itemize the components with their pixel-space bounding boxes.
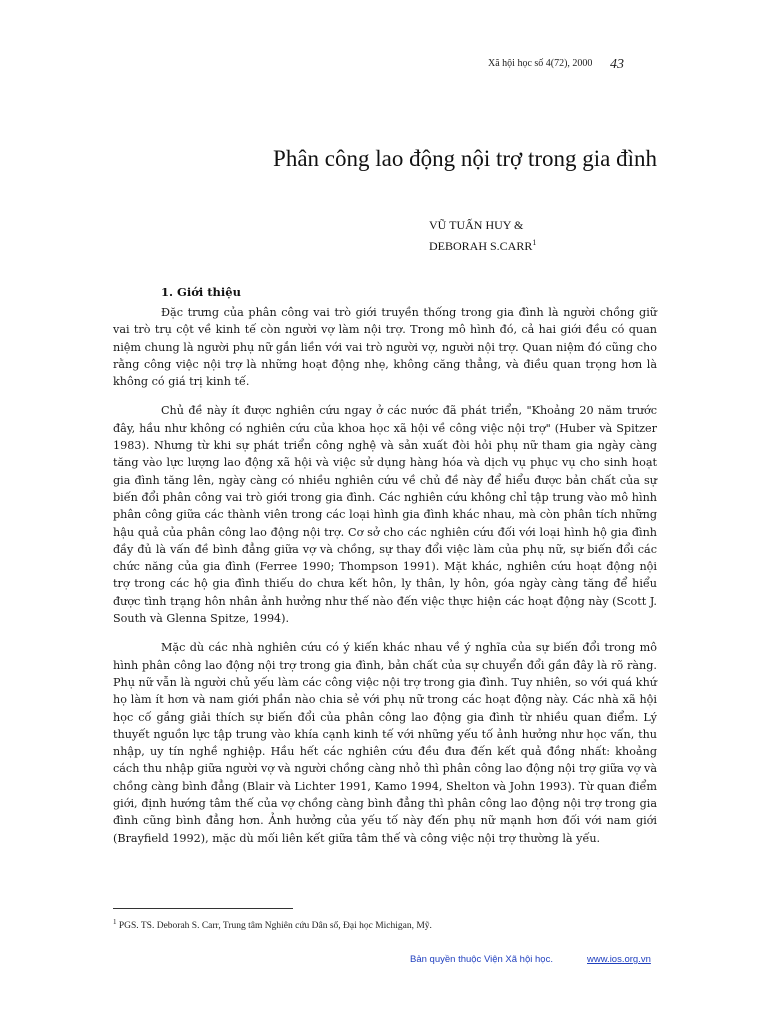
article-title: Phân công lao động nội trợ trong gia đình	[273, 146, 657, 171]
section-heading: 1. Giới thiệu	[161, 285, 241, 299]
website-link[interactable]: www.ios.org.vn	[587, 954, 651, 965]
author-block	[429, 216, 536, 255]
author-2-name: DEBORAH S.CARR	[429, 239, 533, 253]
author-2	[429, 234, 536, 255]
journal-citation: Xã hội học số 4(72), 2000	[488, 58, 593, 69]
article-body	[113, 304, 657, 859]
author-footnote-mark: 1	[532, 238, 537, 247]
footnote-mark: 1	[113, 918, 117, 926]
copyright-notice: Bản quyền thuộc Viện Xã hội học.	[410, 954, 553, 965]
paragraph-3: Mặc dù các nhà nghiên cứu có ý kiến khác nhau về ý nghĩa của sự biến đổi trong mô hình phân công lao động nội trợ trong gia đình, bản chất của sự chuyển đổi gần đây là rõ ràng. Phụ nữ vẫn là người chủ yếu làm các công việc nội trợ trong gia đình. Tuy nhiên, so với quá khứ họ làm ít hơn và nam giới phần nào chia sẻ với phụ nữ trong các hoạt động này. Các nhà xã hội học cố gắng giải thích sự biến đổi của phân công lao động gia đình từ nhiều quan điểm. Lý thuyết nguồn lực tập trung vào khía cạnh kinh tế với những yếu tố ảnh hưởng như học vấn, thu nhập, uy tín nghề nghiệp. Hầu hết các nghiên cứu đều đưa đến kết quả đồng nhất: khoảng cách thu nhập giữa người vợ và người chồng càng nhỏ thì phân công lao động nội trợ giữa vợ và chồng càng bình đẳng (Blair và Lichter 1991, Kamo 1994, Shelton và John 1993). Từ quan điểm giới, định hướng tâm thế của vợ chồng càng bình đẳng thì phân công lao động nội trợ trong gia đình cũng bình đẳng hơn. Ảnh hưởng của yếu tố này đến phụ nữ mạnh hơn đối với nam giới (Brayfield 1992), mặc dù mối liên kết giữa tâm thế và công việc nội trợ thường là yếu.	[113, 641, 658, 845]
paragraph-1: Đặc trưng của phân công vai trò giới truyền thống trong gia đình là người chồng giữ vai trò trụ cột về kinh tế còn người vợ làm nội trợ. Trong mô hình đó, cả hai giới đều có quan niệm chung là người phụ nữ gắn liền với vai trò người vợ, người nội trợ. Quan niệm đó cũng cho rằng công việc nội trợ là những hoạt động nhẹ, không căng thẳng, và điều quan trọng hơn là không có giá trị kinh tế.	[113, 306, 657, 389]
author-1: VŨ TUẤN HUY &	[429, 218, 524, 232]
paragraph-2: Chủ đề này ít được nghiên cứu ngay ở các nước đã phát triển, "Khoảng 20 năm trước đây, hầu như không có nghiên cứu của khoa học xã hội về công việc nội trợ" (Huber và Spitzer 1983). Nhưng từ khi sự phát triển công nghệ và sản xuất đòi hỏi phụ nữ tham gia ngày càng tăng vào lực lượng lao động xã hội và việc sử dụng hàng hóa và dịch vụ phục vụ cho sinh hoạt gia đình tăng lên, ngày càng có nhiều nghiên cứu về chủ đề này để hiểu được bản chất của sự biến đổi phân công vai trò giới trong gia đình. Các nghiên cứu không chỉ tập trung vào mô hình phân công giữa các thành viên trong các loại hình gia đình khác nhau, mà còn phân tích những hậu quả của phân công lao động nội trợ. Cơ sở cho các nghiên cứu đối với loại hình hộ gia đình đầy đủ là vấn đề bình đẳng giữa vợ và chồng, sự thay đổi việc làm của phụ nữ, sự biến đổi các chức năng của gia đình (Ferree 1990; Thompson 1991). Mặt khác, nghiên cứu hoạt động nội trợ trong các hộ gia đình thiếu do chưa kết hôn, ly thân, ly hôn, góa ngày càng tăng để hiểu được tình trạng hôn nhân ảnh hưởng như thế nào đến việc thực hiện các hoạt động này (Scott J. South và Glenna Spitze, 1994).	[113, 404, 657, 626]
running-header	[0, 55, 768, 79]
footnote	[113, 918, 432, 931]
footnote-text: PGS. TS. Deborah S. Carr, Trung tâm Nghiên cứu Dân số, Đại học Michigan, Mỹ.	[118, 921, 432, 932]
page-number: 43	[610, 57, 624, 72]
footnote-divider	[113, 908, 293, 909]
